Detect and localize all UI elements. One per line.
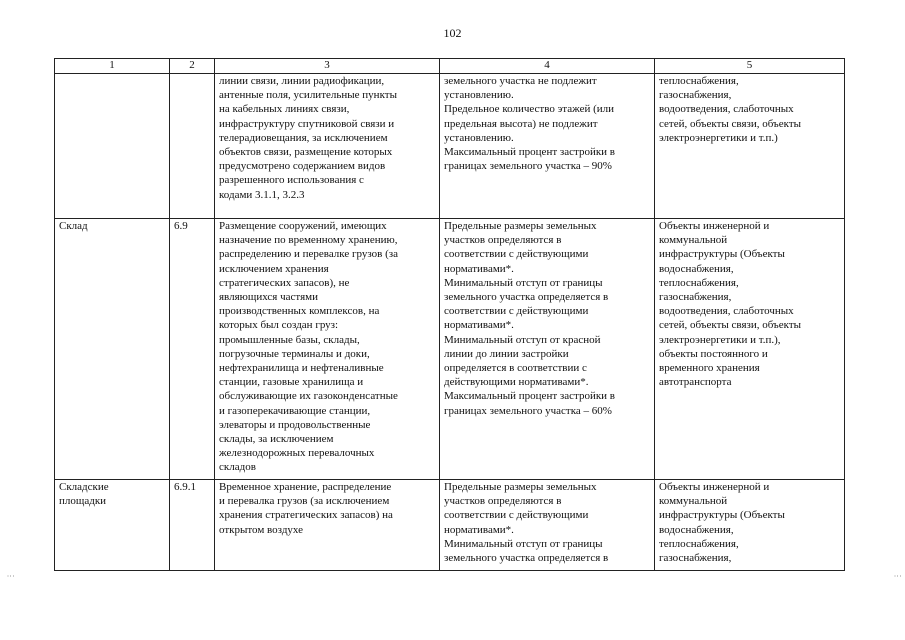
column-header-5: 5 [655, 59, 845, 74]
parameters-cell [440, 74, 655, 219]
parameters-text: Предельные размеры земельных участков определяются в соответствии с действующими нормативами*. Минимальный отступ от границы земельного участка определяется в [444, 481, 609, 565]
objects-text: Объекты инженерной и коммунальной инфраструктуры (Объекты водоснабжения, теплоснабжения, газоснабжения, [659, 481, 785, 565]
column-header-1: 1 [55, 59, 170, 74]
parameters-text: земельного участка не подлежит установлению. Предельное количество этажей (или предельная высота) не подлежит установлению. Максимальный процент застройки в границах земельного участка – 90% [444, 75, 615, 173]
column-header-2: 2 [170, 59, 215, 74]
use-name-cell [55, 74, 170, 219]
description-cell [215, 74, 440, 219]
description-text: Размещение сооружений, имеющих назначение по временному хранению, распределению и перевалке грузов (за исключением хранения стратегических запасов), не являющихся частями производственных комплексов, на которых был создан груз: промышленные базы, склады, погрузочные терминалы и доки, нефтехранилища и нефтеналивные станции, газовые хранилища и обслуживающие их газоконденсатные и газоперекачивающие станции, элеваторы и продовольственные склады, за исключением железнодорожных перевалочных складов [219, 220, 398, 474]
regulations-table [54, 58, 845, 571]
objects-cell [655, 219, 845, 480]
use-code: 6.9 [174, 220, 188, 232]
table-header-row [55, 59, 845, 74]
parameters-cell [440, 219, 655, 480]
scan-margin-mark-left: ⋮ [6, 572, 15, 580]
page-number: 102 [443, 26, 462, 40]
objects-text: Объекты инженерной и коммунальной инфраструктуры (Объекты водоснабжения, теплоснабжения, газоснабжения, водоотведения, слаботочных сетей, объекты связи, объекты электроэнергетики и т.п.), объекты постоянного и временного хранения автотранспорта [659, 220, 802, 389]
objects-text: теплоснабжения, газоснабжения, водоотведения, слаботочных сетей, объекты связи, объекты электроэнергетики и т.п.) [659, 75, 802, 144]
description-cell [215, 219, 440, 480]
parameters-text: Предельные размеры земельных участков определяются в соответствии с действующими нормативами*. Минимальный отступ от границы земельного участка определяется в соответствии с действующими нормативами*. Минимальный отступ от красной линии до линии застройки определяется в соответствии с действующими нормативами*. Максимальный процент застройки в границах земельного участка – 60% [444, 220, 615, 417]
column-header-3: 3 [215, 59, 440, 74]
objects-cell [655, 74, 845, 219]
table-row [55, 480, 845, 571]
use-name: Складские площадки [59, 481, 109, 508]
use-code: 6.9.1 [174, 481, 196, 493]
table-row [55, 219, 845, 480]
objects-cell [655, 480, 845, 571]
parameters-cell [440, 480, 655, 571]
description-text: Временное хранение, распределение и перевалка грузов (за исключением хранения стратегических запасов) на открытом воздухе [219, 481, 393, 536]
use-name-cell [55, 219, 170, 480]
table-row [55, 74, 845, 219]
scan-margin-mark-right: ⋮ [893, 572, 902, 580]
column-header-4: 4 [440, 59, 655, 74]
use-name-cell [55, 480, 170, 571]
description-cell [215, 480, 440, 571]
use-code-cell [170, 219, 215, 480]
description-text: линии связи, линии радиофикации, антенные поля, усилительные пункты на кабельных линиях связи, инфраструктуру спутниковой связи и телерадиовещания, за исключением объектов связи, размещение которых предусмотрено содержанием видов разрешенного использования с кодами 3.1.1, 3.2.3 [219, 75, 397, 201]
use-code-cell [170, 74, 215, 219]
use-name: Склад [59, 220, 88, 232]
use-code-cell [170, 480, 215, 571]
